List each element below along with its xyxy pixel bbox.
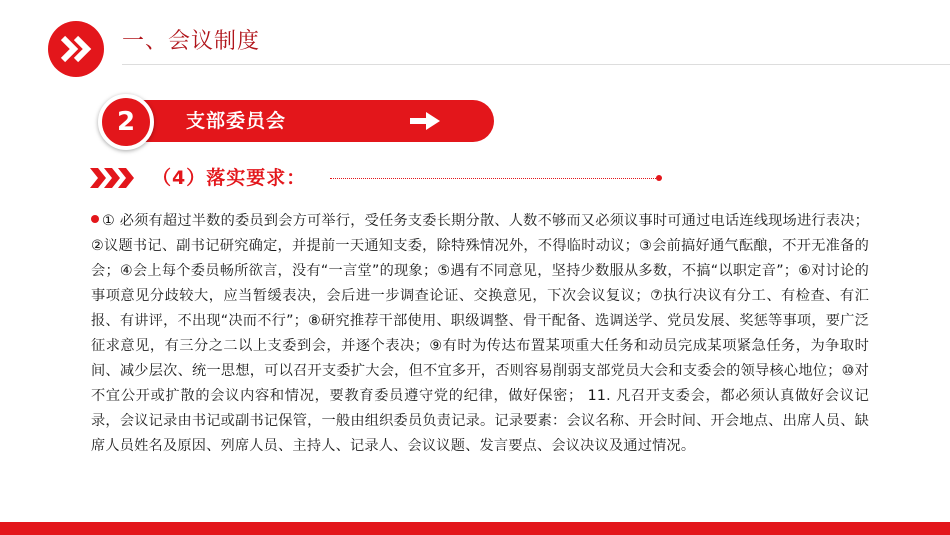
requirements-heading: （4）落实要求：: [152, 167, 307, 189]
requirements-text: ① 必须有超过半数的委员到会方可举行，受任务支委长期分散、人数不够而又必须议事时可通过电话连线现场进行表决；②议题书记、副书记研究确定，并提前一天通知支委，除特殊情况外，不得临时动议；③会前搞好通气酝酿，不开无准备的会；④会上每个委员畅所欲言，没有“一言堂”的现象；⑤遇有不同意见，坚持少数服从多数，不搞“以职定音”；⑥对讨论的事项意见分歧较大，应当暂缓表决，会后进一步调查论证、交换意见，下次会议复议；⑦执行决议有分工、有检查、有汇报、有讲评，不出现“决而不行”；⑧研究推荐干部使用、职级调整、骨干配备、选调送学、党员发展、奖惩等事项，要广泛征求意见，有三分之二以上支委到会，并逐个表决；⑨有时为传达布置某项重大任务和动员完成某项紧急任务，为争取时间、减少层次、统一思想，可以召开支委扩大会，但不宜多开，否则容易削弱支部党员大会和支委会的领导核心地位；⑩对不宜公开或扩散的会议内容和情况，要教育委员遵守党的纪律，做好保密； 11. 凡召开支委会，都必须认真做好会议记录，会议记录由书记或副书记保管，一般由组织委员负责记录。记录要素：会议名称、开会时间、开会地点、出席人员、缺席人员姓名及原因、列席人员、主持人、记录人、会议议题、发言要点、会议决议及通过情况。: [91, 213, 869, 454]
right-arrow-icon: [410, 112, 440, 130]
double-chevron-icon: [48, 21, 104, 77]
footer-bar: [0, 522, 950, 535]
header-chevron-badge: [48, 21, 104, 77]
page-title: 一、会议制度: [122, 29, 261, 54]
requirements-body: [91, 209, 869, 459]
bullet-dot-icon: [91, 215, 99, 223]
section-number: 2: [116, 107, 136, 137]
section-label: 支部委员会: [186, 110, 287, 132]
triple-chevron-icon: [90, 168, 136, 188]
divider-end-dot: [656, 175, 662, 181]
section-banner: [120, 100, 494, 142]
header-divider: [122, 64, 950, 65]
section-number-badge: [98, 94, 154, 150]
dotted-divider: [330, 178, 656, 179]
